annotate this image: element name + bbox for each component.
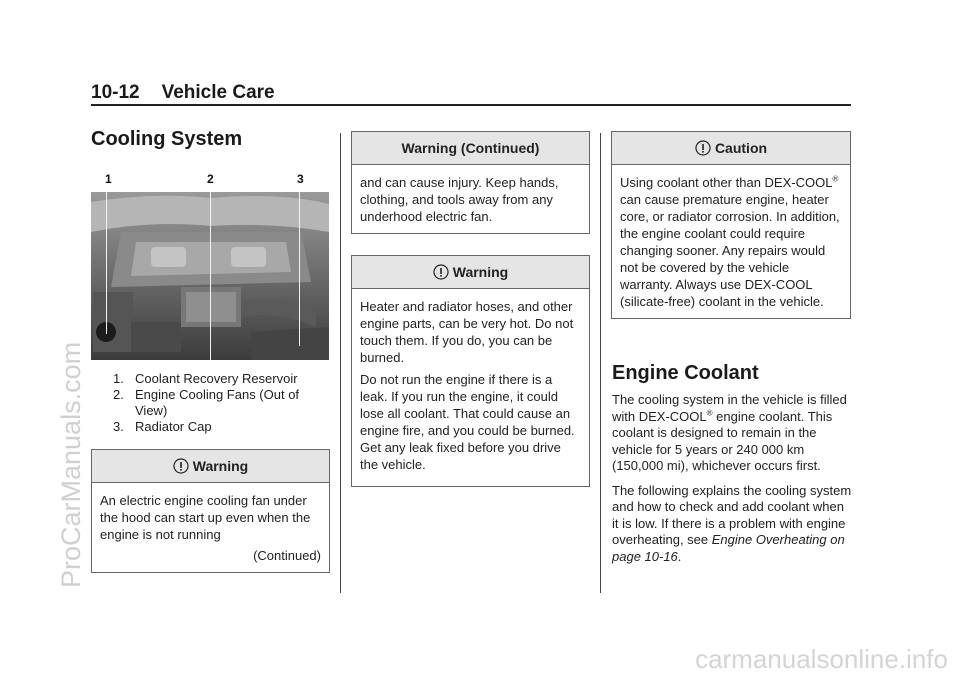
legend-item: 2. Engine Cooling Fans (Out of View) — [113, 387, 300, 418]
column-divider-left — [340, 133, 341, 593]
engine-figure — [91, 172, 329, 362]
callout-1: 1 — [105, 172, 112, 186]
engine-compartment-image — [91, 192, 329, 360]
caution-header: Caution — [612, 132, 850, 165]
warning-continued-header: Warning (Continued) — [352, 132, 589, 165]
figure-legend — [113, 371, 333, 435]
paragraph: The cooling system in the vehicle is filled with DEX-COOL® engine coolant. This coolant is designed to remain in the vehicle for 5 years or 240 000 km (150,000 mi), whichever occurs first. — [612, 392, 847, 473]
caution-icon — [695, 140, 711, 156]
callout-line-3 — [299, 192, 300, 346]
warning-box-hot-parts — [351, 255, 590, 487]
engine-coolant-text — [612, 392, 852, 573]
warning-icon — [433, 264, 449, 280]
caution-body: Using coolant other than DEX-COOL® can cause premature engine, heater core, or radiator corrosion. In addition, the engine coolant could require changing sooner. Any repairs would not be covered by the vehicle warranty. Always use DEX-COOL (silicate-free) coolant in the vehicle. — [620, 174, 840, 309]
page-header — [91, 82, 851, 104]
callout-3: 3 — [297, 172, 304, 186]
section-title-engine-coolant: Engine Coolant — [612, 362, 759, 384]
warning-body: Heater and radiator hoses, and other engine parts, can be very hot. Do not touch them. If you do, you can be burned. Do not run the engine if there is a leak. If you run the engine, it could lose all coolant. That could cause an engine fire, and you could be burned. Get any leak fixed before you drive the vehicle. — [360, 299, 575, 472]
warning-header: Warning — [352, 256, 589, 289]
header-divider — [91, 104, 851, 106]
paragraph: The following explains the cooling system and how to check and add coolant when it is low. If there is a problem with engine overheating, see Engine Overheating on page 10-16. — [612, 482, 852, 564]
warning-box-fan — [91, 449, 330, 573]
warning-icon — [173, 458, 189, 474]
legend-item: 3. Radiator Cap — [113, 419, 212, 434]
cross-reference-link[interactable]: Engine Overheating on page 10-16 — [612, 532, 845, 564]
warning-continued-body: and can cause injury. Keep hands, clothing, and tools away from any underhood electric fan. — [360, 175, 559, 224]
watermark-side: ProCarManuals.com — [56, 341, 86, 588]
warning-box-continued — [351, 131, 590, 234]
column-divider-right — [600, 133, 601, 593]
legend-item: 1. Coolant Recovery Reservoir — [113, 371, 298, 386]
caution-box — [611, 131, 851, 319]
page-number: 10-12 — [91, 82, 140, 103]
warning-body: An electric engine cooling fan under the hood can start up even when the engine is not running (Continued) — [100, 493, 321, 563]
section-title-cooling-system: Cooling System — [91, 128, 243, 150]
callout-line-1 — [106, 192, 107, 334]
callout-2: 2 — [207, 172, 214, 186]
continued-label: (Continued) — [253, 548, 321, 563]
chapter-title: Vehicle Care — [161, 82, 275, 103]
callout-line-2 — [210, 192, 211, 360]
watermark-bottom: carmanualsonline.info — [695, 644, 948, 674]
warning-header: Warning — [92, 450, 329, 483]
